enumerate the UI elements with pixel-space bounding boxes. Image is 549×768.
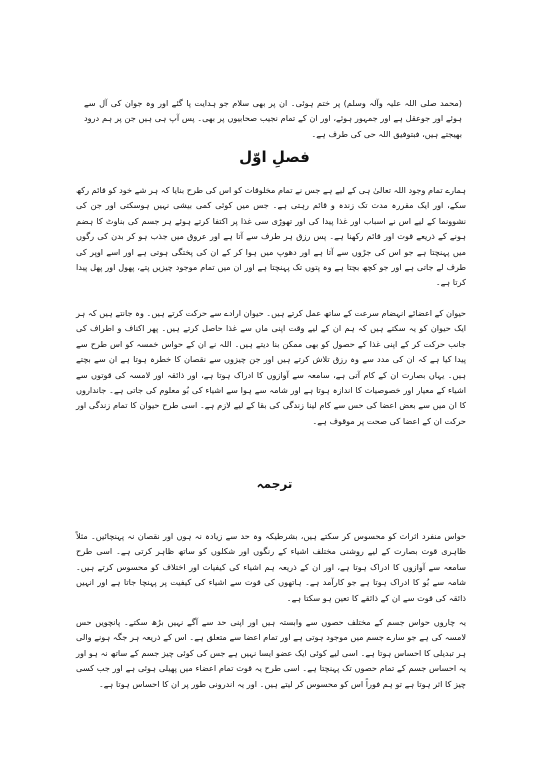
paragraph-senses: حواس منفرد اثرات کو محسوس کر سکتے ہیں، بشرطیکہ وہ حد سے زیادہ نہ ہوں اور نقصان نہ پہنچائیں۔ مثلاً ظاہری قوت بصارت کے لیے روشنی مختلف اشیاء کے رنگوں اور شکلوں کو ساتھ ظاہر کرتی ہے۔ اسی طرح سامعہ سے آوازوں کا ادراک ہوتا ہے، اور ان کے ذریعہ ہم اشیاء کی کیفیات اور اختلاف کو محسوس کرتے ہیں۔ شامہ سے بُو کا ادراک ہوتا ہے جو کارآمد ہے۔ ہاتھوں کی قوت سے اشیاء کی کیفیت پر پہنچا جاتا ہے اور انہیں ذائقہ کی قوت سے ان کے ذائقے کا تعین ہو سکتا ہے۔ bbox=[76, 531, 466, 603]
paragraph-touch: یہ چاروں حواس جسم کے مختلف حصوں سے وابستہ ہیں اور اپنی حد سے آگے نہیں بڑھ سکتے۔ پانچویں حس لامسہ کی ہے جو سارے جسم میں موجود ہوتی ہے اور تمام اعضا سے متعلق ہے۔ اس کے ذریعہ ہر جگہ ہونے والی ہر تبدیلی کا احساس ہوتا ہے۔ اسی لیے کوئی ایک عضو ایسا نہیں ہے جس کی کوئی چیز جسم کے ساتھ نہ ہو اور یہ احساس جسم کے تمام حصوں تک پہنچتا ہے۔ اسی طرح یہ قوت تمام اعضاء میں پھیلی ہوئی ہے اور جب کسی چیز کا اثر ہوتا ہے تو ہم فوراً اس کو محسوس کر لیتے ہیں۔ اور یہ اندرونی طور پر ان کا احساس ہوتا ہے۔ bbox=[76, 617, 466, 689]
paragraph-intro: (محمد صلی اللہ علیہ وآلہ وسلم) پر ختم ہوئی۔ ان پر بھی سلام جو ہدایت پا گئے اور وہ جوان کی آل سے ہوئے اور جوعقل ہے اور جمہور ہوئے، اور ان کے تمام نجیب صحابیوں پر بھی۔ پس آپ ہی ہیں جن پر ہم درود بھیجتے ہیں، فبتوفیق اللہ حی کی طرف ہے۔ bbox=[84, 98, 462, 139]
paragraph-creation: ہمارے تمام وجود اللہ تعالیٰ ہی کے لیے ہے جس نے تمام مخلوقات کو اس کی طرح بنایا کہ ہر شے خود کو قائم رکھ سکے، اور ایک مقررہ مدت تک زندہ و قائم رہتی ہے۔ جس میں کوئی کمی بیشی نہیں ہوسکتی اور جن کی نشوونما کے لیے اس نے اسباب اور غذا پیدا کی اور تھوڑی سی غذا پر اکتفا کرتے ہوئے ہر جسم کی بناوٹ کا ہضم ہونے کے ذریعے قوت اور قائم رکھنا ہے۔ پس رزق ہر طرف سے آتا ہے اور عروق میں جذب ہو کر بدن کی رگوں میں پہنچتا ہے جو اس کی جڑوں سے آتا ہے اور دھوپ میں ہوا کر کے ان کی پختگی ہوتی ہے اور اسے اوپر کی طرف لے جاتی ہے اور جو کچھ بچتا ہے وہ پتوں تک پہنچتا ہے اور ان میں تمام موجود چیزیں پتے، پھول اور پھل پیدا کرتا ہے۔ bbox=[76, 185, 466, 288]
paragraph-animals: حیوان کے اعضائے انہضام سرعت کے ساتھ عمل کرتے ہیں۔ حیوان ارادے سے حرکت کرتے ہیں۔ وہ جانتے ہیں کہ ہر ایک حیوان کو یہ سکتے ہیں کہ ہم ان کے لیے وقت اپنی ماں سے غذا حاصل کرتے ہیں۔ پھر اکناف و اطراف کی جانب حرکت کر کے اپنی غذا کے حصول کو بھی ممکن بنا دیتے ہیں۔ اللہ نے ان کے حواس خمسہ کو اس طرح سے پیدا کیا ہے کہ ان کی مدد سے وہ رزق تلاش کرتے ہیں اور جن چیزوں سے نقصان کا خطرہ ہوتا ہے ان سے بچتے ہیں۔ یہاں بصارت ان کے کام آتی ہے، سامعہ سے آوازوں کا ادراک ہوتا ہے، اور ذائقہ اور لامسہ کی قوتوں سے اشیاء کے معیار اور خصوصیات کا اندازہ ہوتا ہے اور شامہ سے ہوا سے اشیاء کی بُو معلوم کی جاتی ہے۔ جانداروں کا ان میں سے بعض اعضا کی حس سے کام لینا زندگی کی بقا کے لیے لازم ہے۔ اسی طرح حیوان کا تمام زندگی اور حرکت ان کے اعضا کی صحت پر موقوف ہے۔ bbox=[76, 308, 466, 426]
section-heading-fasl-awwal: فصلِ اوّل bbox=[239, 148, 310, 166]
section-heading-tarjuma: ترجمہ bbox=[256, 477, 293, 491]
